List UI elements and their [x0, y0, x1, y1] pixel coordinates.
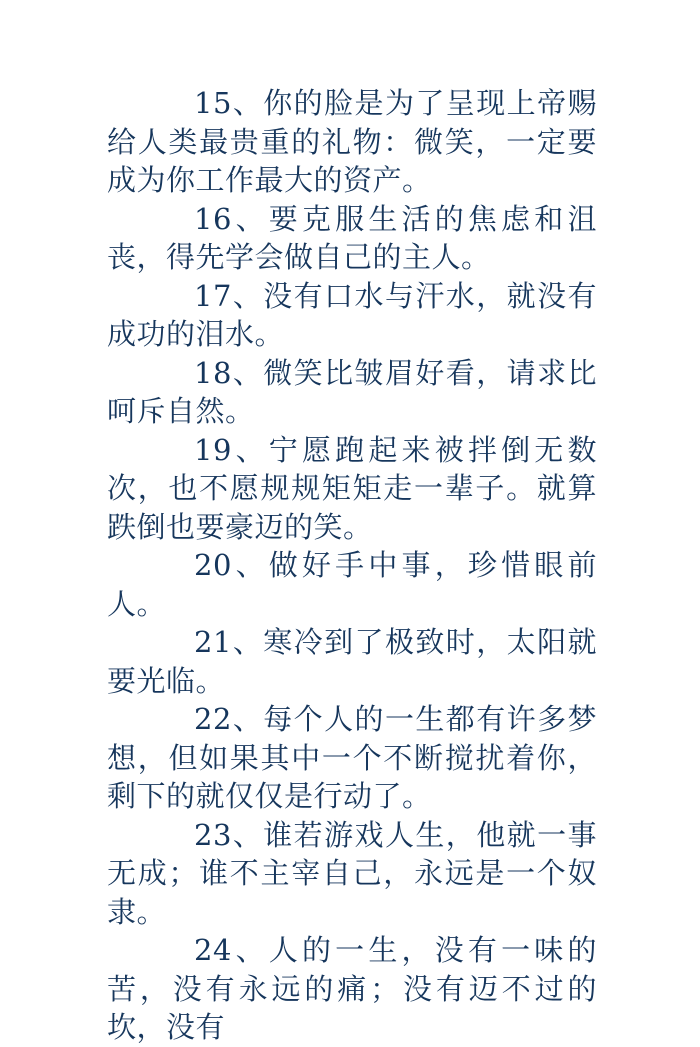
quote-paragraph-20: 20、做好手中事，珍惜眼前人。	[107, 548, 597, 621]
quote-paragraph-21: 21、寒冷到了极致时，太阳就要光临。	[107, 625, 597, 698]
quote-paragraph-23: 23、谁若游戏人生，他就一事无成；谁不主宰自己，永远是一个奴隶。	[107, 817, 597, 929]
quote-paragraph-16: 16、要克服生活的焦虑和沮丧，得先学会做自己的主人。	[107, 201, 597, 274]
quote-list	[107, 84, 597, 1047]
quote-paragraph-15: 15、你的脸是为了呈现上帝赐给人类最贵重的礼物：微笑，一定要成为你工作最大的资产。	[107, 86, 597, 197]
quote-paragraph-17: 17、没有口水与汗水，就没有成功的泪水。	[107, 278, 597, 351]
quote-paragraph-19: 19、宁愿跑起来被拌倒无数次，也不愿规规矩矩走一辈子。就算跌倒也要豪迈的笑。	[107, 432, 597, 544]
quote-paragraph-24: 24、人的一生，没有一味的苦，没有永远的痛；没有迈不过的坎，没有	[107, 933, 597, 1044]
quote-paragraph-18: 18、微笑比皱眉好看，请求比呵斥自然。	[107, 355, 597, 428]
quote-paragraph-22: 22、每个人的一生都有许多梦想，但如果其中一个不断搅扰着你，剩下的就仅仅是行动了。	[107, 702, 597, 813]
